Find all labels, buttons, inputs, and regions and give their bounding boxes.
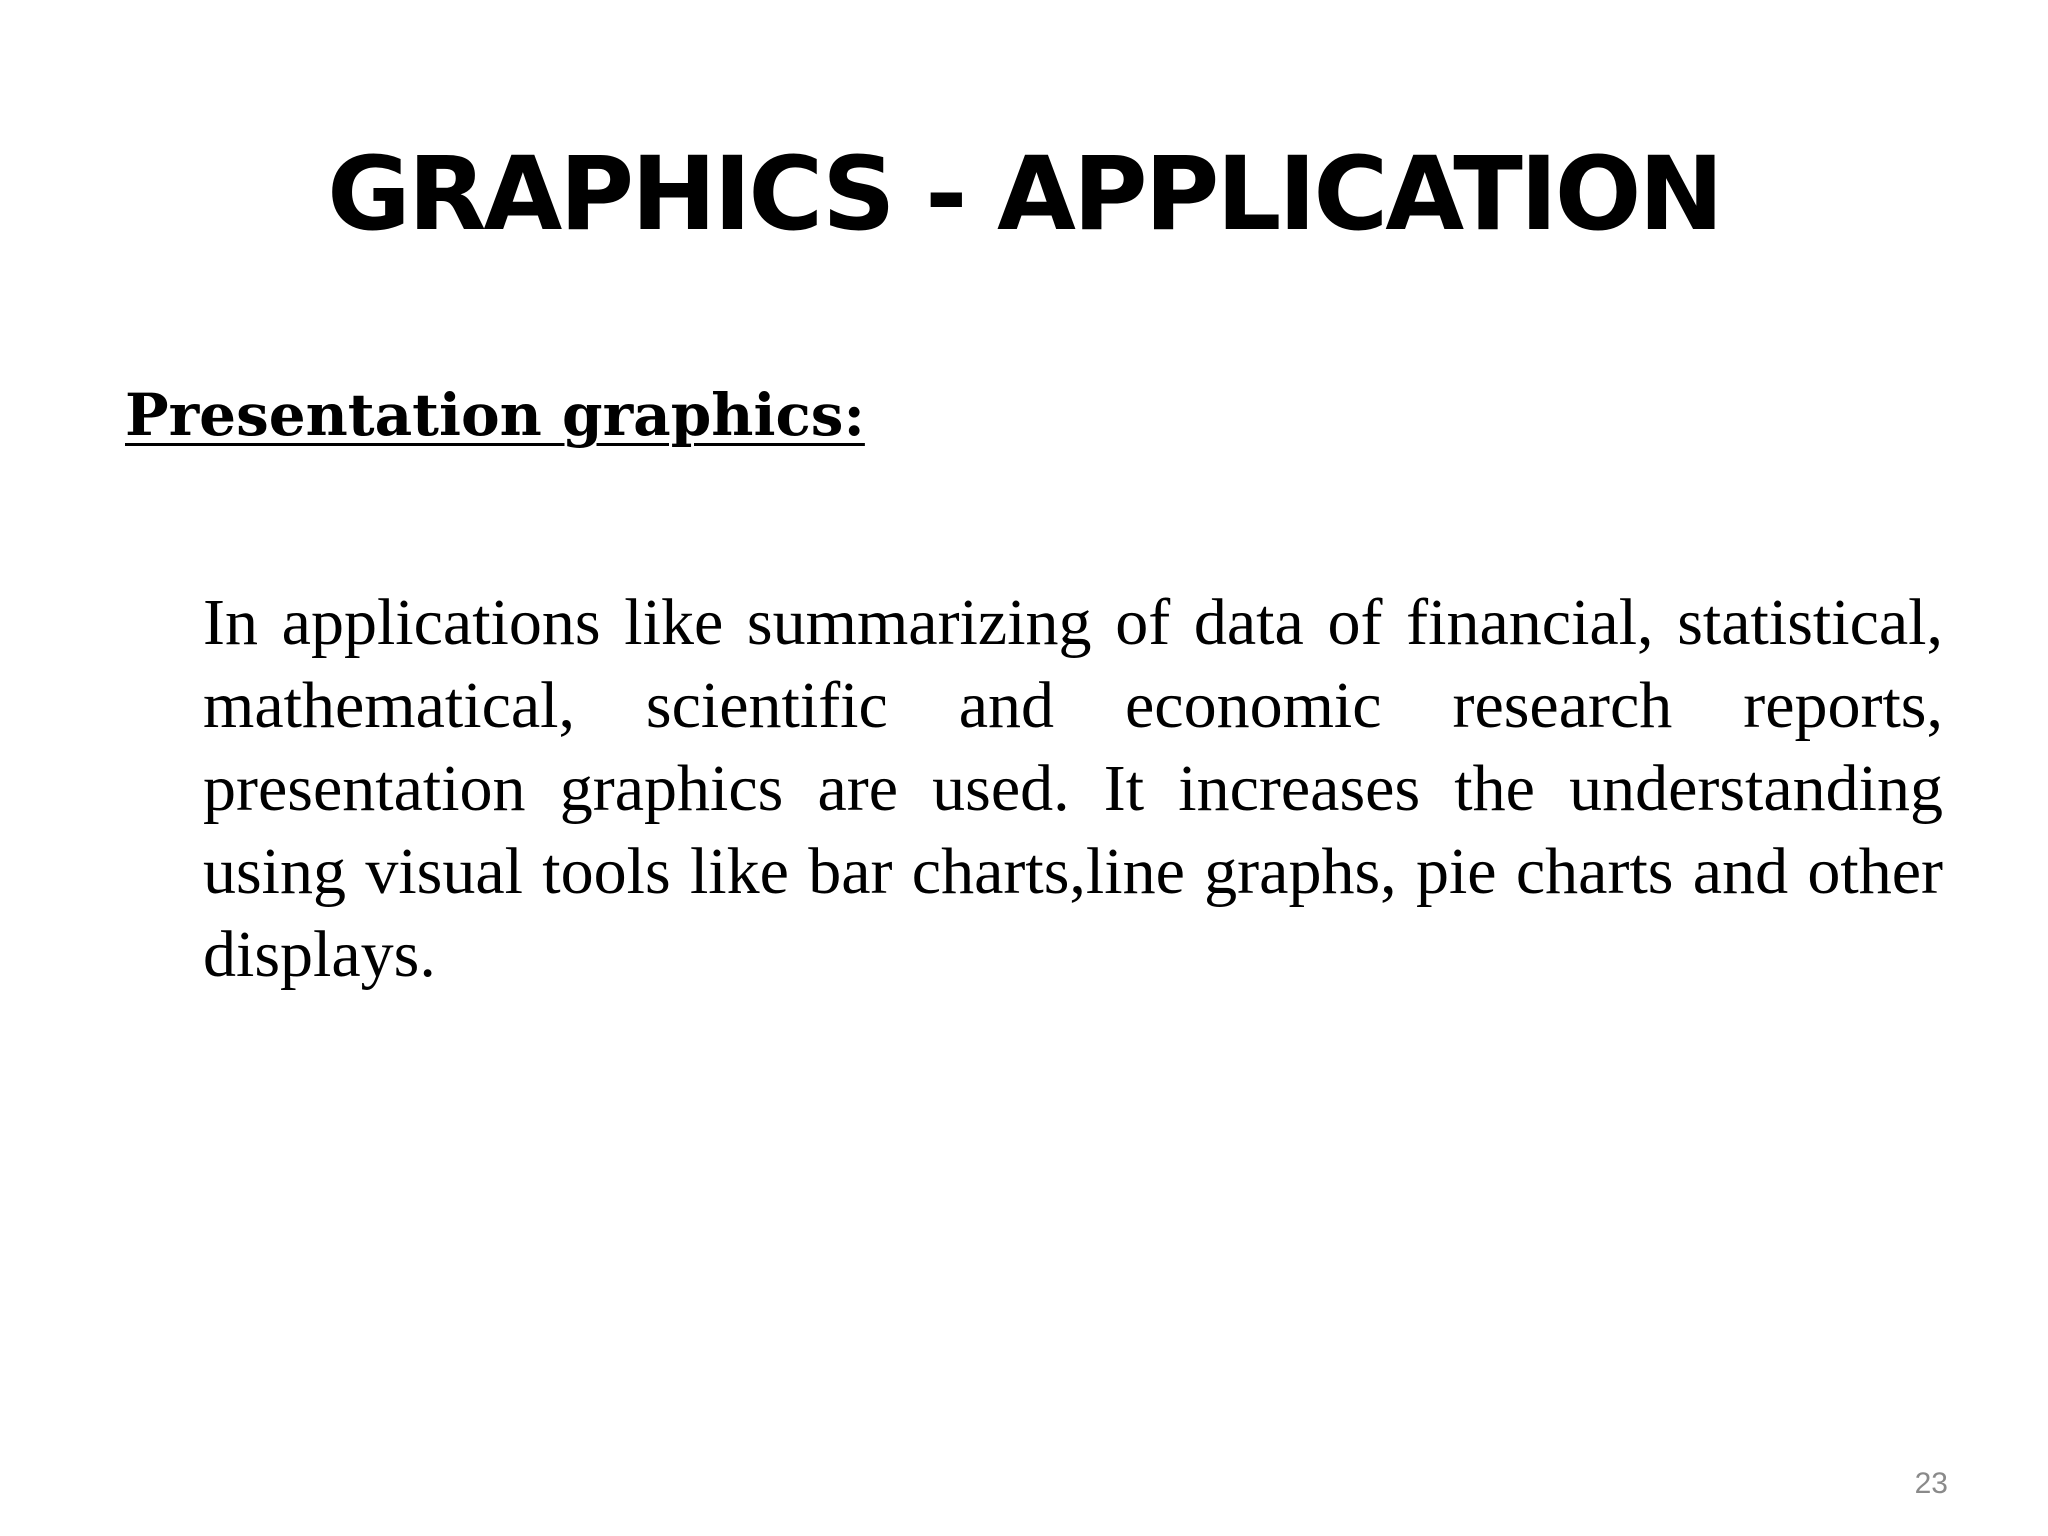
page-number: 23 (1914, 1467, 1948, 1500)
body-paragraph: In applications like summarizing of data of financial, statistical, mathematical, scientific and economic research reports, presentation graphics are used. It increases the understanding using visual tools like bar charts,line graphs, pie charts and other displays. (203, 586, 1943, 991)
slide-title: GRAPHICS - APPLICATION (327, 135, 1721, 254)
section-heading: Presentation graphics: (125, 381, 865, 449)
